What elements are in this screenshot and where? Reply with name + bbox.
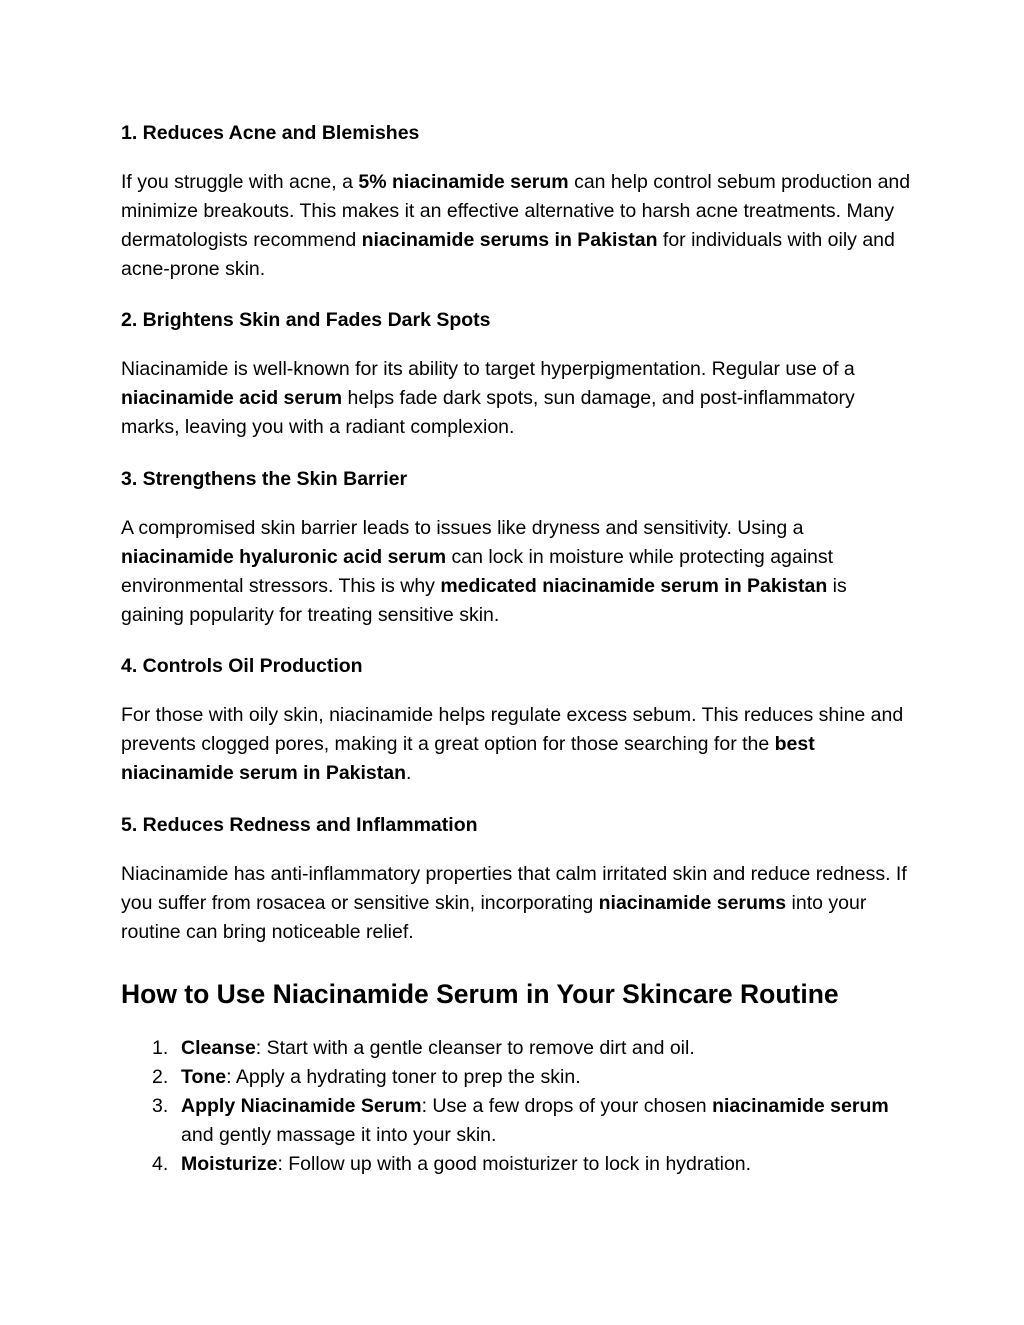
section-heading-acne: 1. Reduces Acne and Blemishes: [121, 122, 420, 144]
text-run: can lock in moisture while protecting against environmental stressors. This is why: [121, 546, 834, 597]
text-run: Niacinamide has anti-inflammatory properties that calm irritated skin and reduce redness. If you suffer from rosacea or sensitive skin, incorporating: [121, 863, 907, 914]
step-text: [181, 1095, 889, 1146]
text-run: helps fade dark spots, sun damage, and post-inflammatory marks, leaving you with a radiant complexion.: [121, 387, 855, 438]
section-heading-redness: 5. Reduces Redness and Inflammation: [121, 814, 478, 836]
section-paragraph-brightens: [121, 355, 911, 442]
step-text: [181, 1153, 751, 1175]
how-to-steps-list: [121, 1034, 911, 1179]
text-run: is gaining popularity for treating sensitive skin.: [121, 575, 847, 626]
text-run: : Start with a gentle cleanser to remove dirt and oil.: [255, 1037, 695, 1059]
text-run: Niacinamide is well-known for its ability to target hyperpigmentation. Regular use of a: [121, 358, 855, 380]
list-item: [121, 1063, 911, 1092]
list-item: [121, 1150, 911, 1179]
section-paragraph-oil: [121, 701, 911, 788]
bold-text-run: Tone: [181, 1066, 227, 1088]
text-run: into your routine can bring noticeable relief.: [121, 892, 867, 943]
bold-text-run: 5% niacinamide serum: [358, 171, 569, 193]
text-run: : Use a few drops of your chosen: [421, 1095, 713, 1117]
section-heading-brightens: 2. Brightens Skin and Fades Dark Spots: [121, 309, 491, 331]
text-run: for individuals with oily and acne-prone skin.: [121, 229, 895, 280]
section-paragraph-barrier: [121, 514, 911, 630]
list-item: [121, 1034, 911, 1063]
section-paragraph-redness: [121, 860, 911, 947]
bold-text-run: Apply Niacinamide Serum: [181, 1095, 422, 1117]
section-heading-barrier: 3. Strengthens the Skin Barrier: [121, 468, 408, 490]
bold-text-run: Moisturize: [181, 1153, 278, 1175]
step-text: [181, 1066, 581, 1088]
bold-text-run: best niacinamide serum in Pakistan: [121, 733, 815, 784]
bold-text-run: Cleanse: [181, 1037, 256, 1059]
text-run: can help control sebum production and minimize breakouts. This makes it an effective alternative to harsh acne treatments. Many dermatologists recommend: [121, 171, 911, 251]
section-heading-oil: 4. Controls Oil Production: [121, 655, 363, 677]
bold-text-run: medicated niacinamide serum in Pakistan: [440, 575, 828, 597]
bold-text-run: niacinamide hyaluronic acid serum: [121, 546, 447, 568]
section-paragraph-acne: [121, 168, 911, 284]
step-number: 2.: [152, 1066, 169, 1088]
list-item: [121, 1092, 911, 1150]
step-number: 3.: [152, 1095, 169, 1117]
step-text: [181, 1037, 695, 1059]
text-run: and gently massage it into your skin.: [181, 1124, 497, 1146]
bold-text-run: niacinamide acid serum: [121, 387, 343, 409]
step-number: 4.: [152, 1153, 169, 1175]
text-run: If you struggle with acne, a: [121, 171, 359, 193]
text-run: : Follow up with a good moisturizer to lock in hydration.: [277, 1153, 752, 1175]
bold-text-run: niacinamide serums in Pakistan: [361, 229, 658, 251]
how-to-heading: How to Use Niacinamide Serum in Your Skincare Routine: [121, 979, 839, 1009]
text-run: .: [406, 762, 412, 784]
bold-text-run: niacinamide serums: [598, 892, 787, 914]
bold-text-run: niacinamide serum: [712, 1095, 889, 1117]
text-run: : Apply a hydrating toner to prep the skin.: [226, 1066, 581, 1088]
text-run: For those with oily skin, niacinamide helps regulate excess sebum. This reduces shine and prevents clogged pores, making it a great option for those searching for the: [121, 704, 904, 755]
step-number: 1.: [152, 1037, 169, 1059]
text-run: A compromised skin barrier leads to issues like dryness and sensitivity. Using a: [121, 517, 804, 539]
